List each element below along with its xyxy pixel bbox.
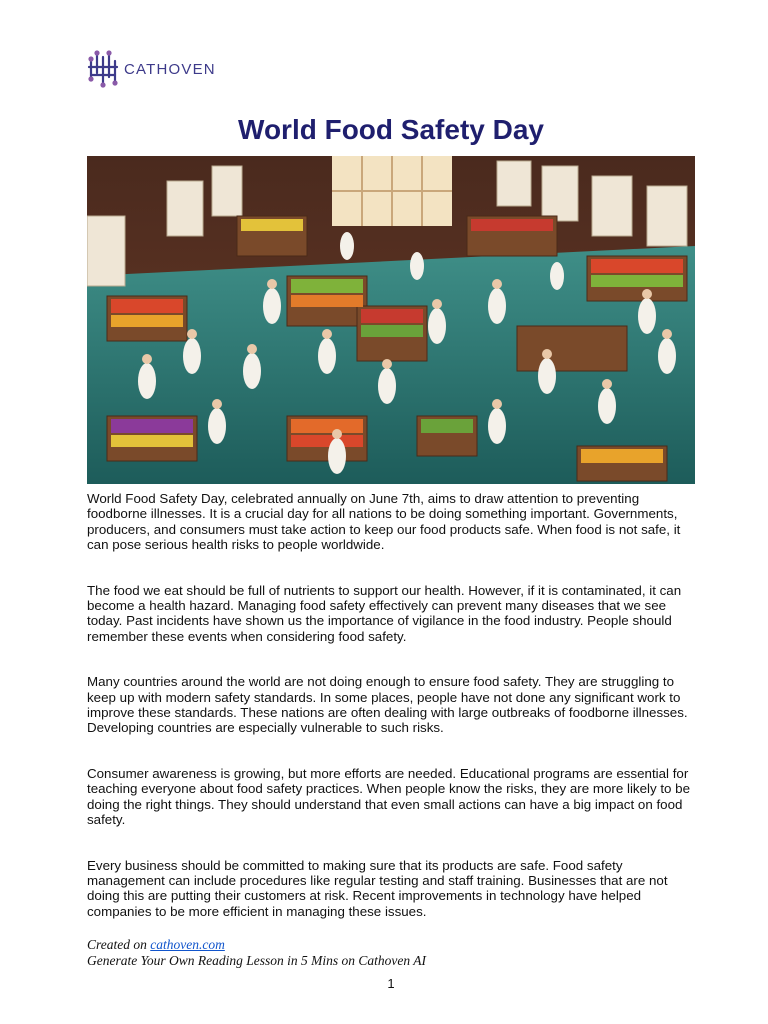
paragraph: World Food Safety Day, celebrated annually on June 7th, aims to draw attention to preventing foodborne illnesses. It is a crucial day for all nations to be doing something important. Governments, producers, and consumers must take action to keep our food products safe. When food is not safe, it can pose serious health risks to people worldwide. bbox=[87, 491, 681, 552]
brand-logo bbox=[87, 49, 216, 89]
paragraph: Consumer awareness is growing, but more efforts are needed. Educational programs are essential for teaching everyone about food safety practices. When people know the risks, they are more likely to be doing the right things. They should understand that even small actions can have a big impact on food safety. bbox=[87, 766, 691, 827]
created-on-line bbox=[87, 937, 426, 953]
paragraph: Many countries around the world are not doing enough to ensure food safety. They are struggling to keep up with modern safety standards. In some places, people have not done any significant work to improve these standards. These nations are often dealing with large outbreaks of foodborne illnesses. Developing countries are especially vulnerable to such risks. bbox=[87, 674, 688, 736]
food-market-illustration bbox=[87, 156, 695, 484]
cathoven-link[interactable]: cathoven.com bbox=[150, 937, 225, 952]
footer bbox=[87, 937, 426, 969]
page-number: 1 bbox=[387, 976, 395, 991]
brand-name: CATHOVEN bbox=[124, 60, 216, 78]
article-body bbox=[87, 491, 699, 919]
created-on-label: Created on bbox=[87, 937, 151, 952]
footer-tagline: Generate Your Own Reading Lesson in 5 Mins on Cathoven AI bbox=[87, 953, 426, 968]
paragraph: The food we eat should be full of nutrients to support our health. However, if it is contaminated, it can become a health hazard. Managing food safety effectively can prevent many diseases that we see today. Past incidents have shown us the importance of vigilance in the food industry. People should remember these events when considering food safety. bbox=[87, 582, 682, 644]
page-title: World Food Safety Day bbox=[238, 114, 544, 145]
cathoven-logo-icon bbox=[87, 49, 119, 89]
paragraph: Every business should be committed to making sure that its products are safe. Food safety management can include procedures like regular testing and staff training. Businesses that are not doing this are putting their customers at risk. Recent improvements in technology have helped companies to be more efficient in managing these issues. bbox=[87, 857, 668, 919]
